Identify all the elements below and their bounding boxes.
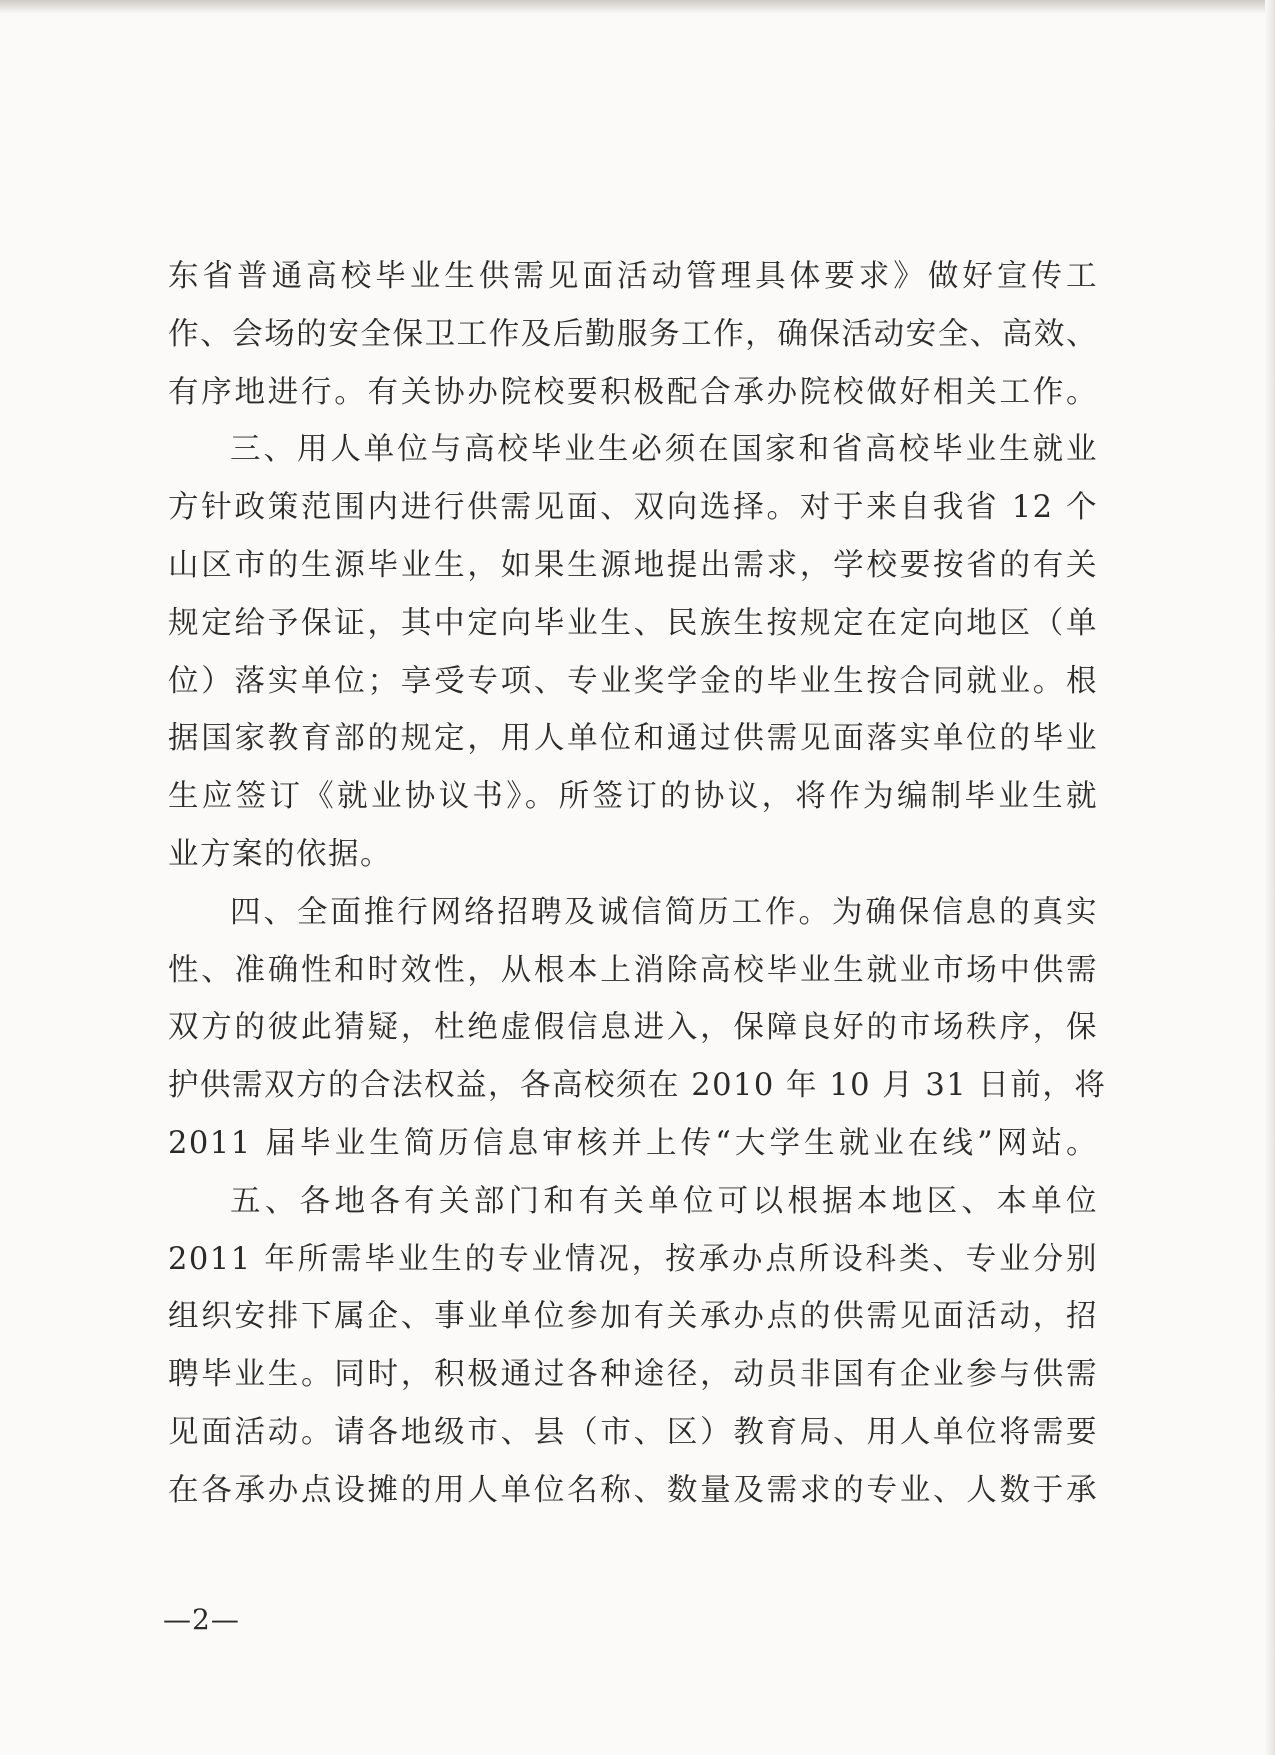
text-line: 方针政策范围内进行供需见面、双向选择。对于来自我省 12 个 [168, 490, 1098, 526]
text-line: 有序地进行。有关协办院校要积极配合承办院校做好相关工作。 [168, 374, 1098, 410]
text-line: 2011 年所需毕业生的专业情况，按承办点所设科类、专业分别 [168, 1241, 1098, 1277]
text-line: 位）落实单位；享受专项、专业奖学金的毕业生按合同就业。根 [168, 663, 1098, 699]
text-line: 据国家教育部的规定，用人单位和通过供需见面落实单位的毕业 [168, 721, 1098, 757]
text-line: 见面活动。请各地级市、县（市、区）教育局、用人单位将需要 [168, 1414, 1098, 1450]
text-line: 双方的彼此猜疑，杜绝虚假信息进入，保障良好的市场秩序，保 [168, 1010, 1098, 1046]
text-line: 业方案的依据。 [168, 836, 392, 872]
text-line: 生应签订《就业协议书》。所签订的协议，将作为编制毕业生就 [168, 779, 1098, 815]
text-line: 规定给予保证，其中定向毕业生、民族生按规定在定向地区（单 [168, 605, 1098, 641]
text-line: 组织安排下属企、事业单位参加有关承办点的供需见面活动，招 [168, 1299, 1098, 1335]
body-text [168, 248, 1107, 1520]
scan-top-shadow [0, 0, 1275, 14]
text-line: 性、准确性和时效性，从根本上消除高校毕业生就业市场中供需 [168, 952, 1098, 988]
text-line: 东省普通高校毕业生供需见面活动管理具体要求》做好宣传工 [168, 259, 1098, 294]
text-line: 2011 届毕业生简历信息审核并上传“大学生就业在线”网站。 [168, 1125, 1098, 1161]
text-line: 聘毕业生。同时，积极通过各种途径，动员非国有企业参与供需 [168, 1357, 1098, 1393]
scan-right-shadow [1265, 0, 1275, 1755]
page-number: —2— [163, 1603, 240, 1636]
text-line: 三、用人单位与高校毕业生必须在国家和省高校毕业生就业 [230, 432, 1098, 468]
text-line: 护供需双方的合法权益，各高校须在 2010 年 10 月 31 日前，将 [168, 1068, 1107, 1104]
text-line: 在各承办点设摊的用人单位名称、数量及需求的专业、人数于承 [168, 1472, 1098, 1508]
text-line: 四、全面推行网络招聘及诚信简历工作。为确保信息的真实 [230, 894, 1098, 930]
text-line: 山区市的生源毕业生，如果生源地提出需求，学校要按省的有关 [168, 547, 1098, 583]
text-line: 作、会场的安全保卫工作及后勤服务工作，确保活动安全、高效、 [168, 316, 1098, 352]
text-line: 五、各地各有关部门和有关单位可以根据本地区、本单位 [230, 1183, 1098, 1219]
